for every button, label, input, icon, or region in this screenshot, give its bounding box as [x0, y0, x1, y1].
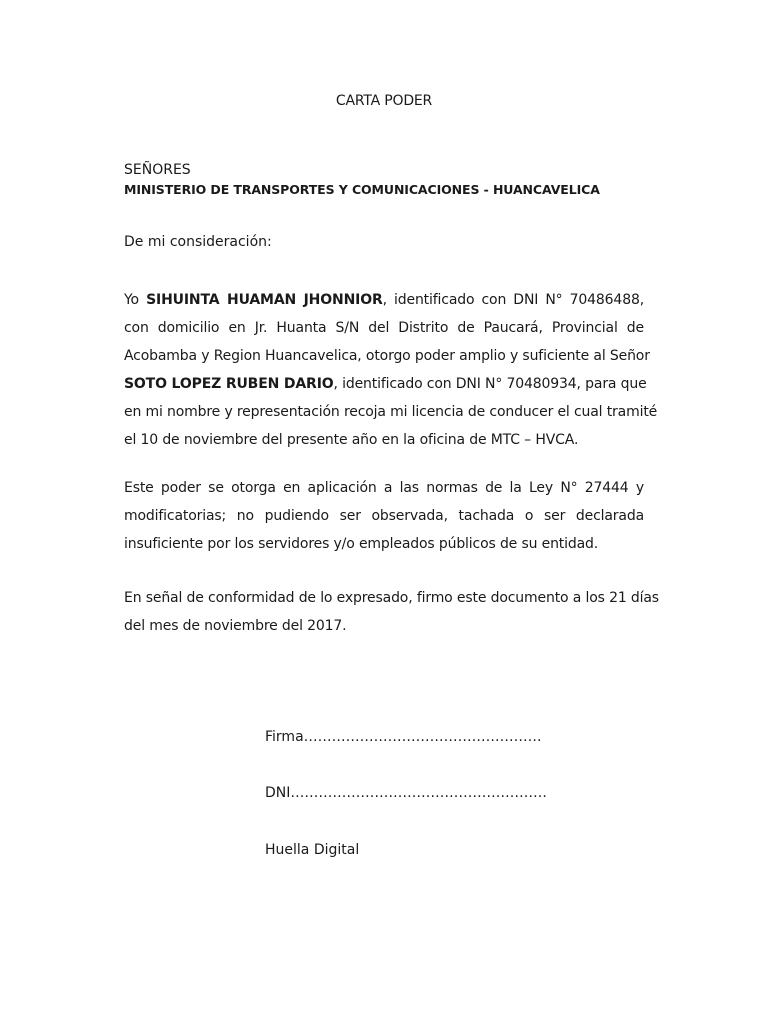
paragraph-grant [124, 286, 658, 454]
paragraph-line: en mi nombre y representación recoja mi licencia de conducer el cual tramité [124, 404, 658, 420]
text-fragment: , identificado con DNI N° 70480934, para que [333, 376, 647, 392]
grantor-name: SIHUINTA HUAMAN JHONNIOR [146, 292, 383, 308]
addressee-organization: MINISTERIO DE TRANSPORTES Y COMUNICACIONES - HUANCAVELICA [124, 182, 600, 197]
addressee-salutation: SEÑORES [124, 162, 191, 178]
text-fragment: Yo [124, 292, 147, 308]
paragraph-line: modificatorias; no pudiendo ser observada, tachada o ser declarada [124, 508, 644, 524]
paragraph-legal-basis [124, 474, 644, 558]
paragraph-line: insuficiente por los servidores y/o empleados públicos de su entidad. [124, 536, 599, 552]
paragraph-line: Acobamba y Region Huancavelica, otorgo poder amplio y suficiente al Señor [124, 348, 650, 364]
paragraph-conformity [124, 584, 659, 640]
paragraph-line [124, 286, 644, 314]
greeting: De mi consideración: [124, 234, 272, 250]
fingerprint-label: Huella Digital [265, 842, 360, 858]
paragraph-line: el 10 de noviembre del presente año en la oficina de MTC – HVCA. [124, 432, 579, 448]
document-title: CARTA PODER [335, 93, 433, 109]
text-fragment: , identificado con DNI N° 70486488, [382, 292, 645, 308]
paragraph-line [124, 370, 647, 398]
signature-line: Firma…………………………………………… [265, 729, 542, 745]
paragraph-line: En señal de conformidad de lo expresado, firmo este documento a los 21 días [124, 590, 659, 606]
addressee-block [124, 160, 600, 200]
grantee-name: SOTO LOPEZ RUBEN DARIO [124, 376, 334, 392]
dni-line: DNI………………………………………………. [265, 785, 547, 801]
paragraph-line: del mes de noviembre del 2017. [124, 618, 347, 634]
paragraph-line: Este poder se otorga en aplicación a las normas de la Ley N° 27444 y [124, 480, 644, 496]
paragraph-line: con domicilio en Jr. Huanta S/N del Distrito de Paucará, Provincial de [124, 320, 644, 336]
